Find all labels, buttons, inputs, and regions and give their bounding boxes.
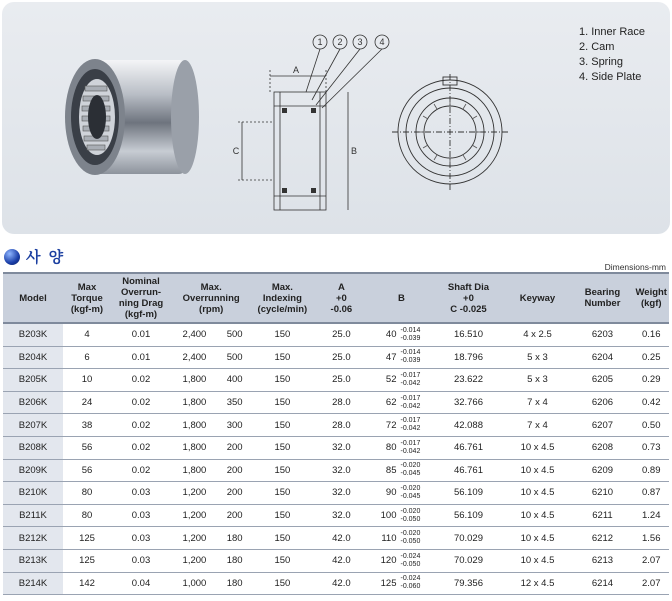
- cell-rpm: 2,400: [171, 346, 218, 369]
- b-tolerance-value: -0.060: [400, 583, 421, 591]
- cell-model: B211K: [3, 504, 63, 527]
- b-tolerance-value: -0.042: [400, 402, 421, 410]
- b-tolerance-value: -0.039: [400, 334, 421, 342]
- table-header-row: [3, 273, 669, 323]
- cell-b: 120: [369, 549, 398, 572]
- col-model: Model: [3, 273, 63, 323]
- cell-rpm-alt: 200: [218, 504, 252, 527]
- b-tolerance-value: -0.020: [400, 484, 421, 492]
- table-row: [3, 482, 669, 505]
- callout-4: 4: [379, 37, 385, 47]
- cell-b: 72: [369, 414, 398, 437]
- col-max-indexing: Max. Indexing (cycle/min): [251, 273, 313, 323]
- cell-b: 100: [369, 504, 398, 527]
- cell-keyway: 10 x 4.5: [503, 549, 571, 572]
- cell-a: 32.0: [313, 482, 369, 505]
- cell-b: 85: [369, 459, 398, 482]
- col-nominal-drag: Nominal Overrun- ning Drag (kgf-m): [111, 273, 171, 323]
- cell-b-tolerance: [398, 346, 433, 369]
- table-row: [3, 572, 669, 595]
- cell-rpm: 1,800: [171, 369, 218, 392]
- cell-model: B206K: [3, 391, 63, 414]
- cell-keyway: 10 x 4.5: [503, 504, 571, 527]
- cell-model: B207K: [3, 414, 63, 437]
- cell-b: 80: [369, 436, 398, 459]
- b-tolerance-value: -0.045: [400, 470, 421, 478]
- cell-keyway: 10 x 4.5: [503, 527, 571, 550]
- cell-b-tolerance: [398, 414, 433, 437]
- cell-shaft-dia: 32.766: [433, 391, 503, 414]
- cell-keyway: 5 x 3: [503, 369, 571, 392]
- cell-shaft-dia: 46.761: [433, 459, 503, 482]
- cell-indexing: 150: [251, 369, 313, 392]
- cell-rpm: 1,200: [171, 549, 218, 572]
- cell-model: B214K: [3, 572, 63, 595]
- cell-nominal-drag: 0.02: [111, 436, 171, 459]
- b-tolerance-value: -0.039: [400, 357, 421, 365]
- cell-weight: 0.89: [633, 459, 669, 482]
- cell-shaft-dia: 70.029: [433, 527, 503, 550]
- cell-keyway: 7 x 4: [503, 391, 571, 414]
- cell-shaft-dia: 16.510: [433, 323, 503, 346]
- table-row: [3, 346, 669, 369]
- cell-keyway: 10 x 4.5: [503, 459, 571, 482]
- cell-a: 42.0: [313, 527, 369, 550]
- cell-indexing: 150: [251, 549, 313, 572]
- cell-weight: 0.25: [633, 346, 669, 369]
- b-tolerance-value: -0.017: [400, 439, 421, 447]
- cell-b-tolerance: [398, 482, 433, 505]
- b-tolerance-value: -0.045: [400, 492, 421, 500]
- cell-a: 32.0: [313, 459, 369, 482]
- cell-shaft-dia: 46.761: [433, 436, 503, 459]
- cell-weight: 0.73: [633, 436, 669, 459]
- cell-b-tolerance: [398, 527, 433, 550]
- cell-a: 25.0: [313, 369, 369, 392]
- cell-indexing: 150: [251, 527, 313, 550]
- cell-max-torque: 80: [63, 504, 111, 527]
- cell-weight: 2.07: [633, 549, 669, 572]
- cell-weight: 0.50: [633, 414, 669, 437]
- cell-weight: 1.24: [633, 504, 669, 527]
- cell-a: 32.0: [313, 504, 369, 527]
- cell-nominal-drag: 0.02: [111, 459, 171, 482]
- cell-keyway: 4 x 2.5: [503, 323, 571, 346]
- cell-max-torque: 24: [63, 391, 111, 414]
- cell-nominal-drag: 0.03: [111, 482, 171, 505]
- dim-label-a: A: [292, 65, 300, 75]
- cell-max-torque: 142: [63, 572, 111, 595]
- b-tolerance-value: -0.042: [400, 447, 421, 455]
- b-tolerance-value: -0.050: [400, 538, 421, 546]
- cell-model: B204K: [3, 346, 63, 369]
- cell-nominal-drag: 0.02: [111, 414, 171, 437]
- table-row: [3, 323, 669, 346]
- b-tolerance-value: -0.042: [400, 425, 421, 433]
- cell-a: 42.0: [313, 572, 369, 595]
- cell-model: B205K: [3, 369, 63, 392]
- dim-label-c: C: [232, 146, 240, 156]
- table-row: [3, 369, 669, 392]
- section-header: [4, 246, 65, 267]
- cell-model: B212K: [3, 527, 63, 550]
- cell-indexing: 150: [251, 504, 313, 527]
- cell-model: B208K: [3, 436, 63, 459]
- cell-b: 62: [369, 391, 398, 414]
- cell-indexing: 150: [251, 572, 313, 595]
- cell-a: 28.0: [313, 391, 369, 414]
- cell-rpm: 1,200: [171, 504, 218, 527]
- cell-indexing: 150: [251, 391, 313, 414]
- cell-max-torque: 38: [63, 414, 111, 437]
- cell-keyway: 5 x 3: [503, 346, 571, 369]
- cell-rpm-alt: 500: [218, 346, 252, 369]
- cell-weight: 0.29: [633, 369, 669, 392]
- b-tolerance-value: -0.014: [400, 326, 421, 334]
- cell-model: B213K: [3, 549, 63, 572]
- cell-b-tolerance: [398, 323, 433, 346]
- b-tolerance-value: -0.017: [400, 371, 421, 379]
- cell-rpm-alt: 180: [218, 549, 252, 572]
- cell-bearing-number: 6214: [571, 572, 633, 595]
- cell-model: B209K: [3, 459, 63, 482]
- cell-b: 90: [369, 482, 398, 505]
- cell-model: B203K: [3, 323, 63, 346]
- cell-nominal-drag: 0.01: [111, 323, 171, 346]
- legend-item: 3. Spring: [579, 56, 624, 68]
- cell-rpm-alt: 180: [218, 572, 252, 595]
- b-tolerance-value: -0.024: [400, 575, 421, 583]
- cell-bearing-number: 6213: [571, 549, 633, 572]
- col-weight: Weight (kgf): [633, 273, 669, 323]
- dimensions-note: Dimensions-mm: [604, 262, 666, 272]
- cell-indexing: 150: [251, 323, 313, 346]
- cell-max-torque: 56: [63, 459, 111, 482]
- cell-bearing-number: 6204: [571, 346, 633, 369]
- cell-rpm-alt: 200: [218, 482, 252, 505]
- cell-shaft-dia: 70.029: [433, 549, 503, 572]
- table-row: [3, 527, 669, 550]
- b-tolerance-value: -0.014: [400, 349, 421, 357]
- b-tolerance-value: -0.020: [400, 507, 421, 515]
- cell-shaft-dia: 42.088: [433, 414, 503, 437]
- legend-item: 4. Side Plate: [579, 71, 642, 83]
- cell-bearing-number: 6205: [571, 369, 633, 392]
- cell-b-tolerance: [398, 572, 433, 595]
- col-shaft-dia: Shaft Dia +0 C -0.025: [433, 273, 503, 323]
- col-max-torque: Max Torque (kgf-m): [63, 273, 111, 323]
- cell-rpm-alt: 350: [218, 391, 252, 414]
- dim-label-b: B: [350, 146, 358, 156]
- table-row: [3, 414, 669, 437]
- cell-rpm: 1,200: [171, 482, 218, 505]
- cell-rpm-alt: 400: [218, 369, 252, 392]
- b-tolerance-value: -0.050: [400, 560, 421, 568]
- cell-bearing-number: 6203: [571, 323, 633, 346]
- cell-shaft-dia: 23.622: [433, 369, 503, 392]
- table-row: [3, 436, 669, 459]
- cell-rpm: 1,800: [171, 391, 218, 414]
- cell-b-tolerance: [398, 391, 433, 414]
- table-row: [3, 549, 669, 572]
- cell-keyway: 10 x 4.5: [503, 482, 571, 505]
- cell-shaft-dia: 56.109: [433, 504, 503, 527]
- cell-nominal-drag: 0.03: [111, 527, 171, 550]
- cell-indexing: 150: [251, 414, 313, 437]
- b-tolerance-value: -0.042: [400, 379, 421, 387]
- cell-b: 52: [369, 369, 398, 392]
- b-tolerance-value: -0.020: [400, 530, 421, 538]
- cell-weight: 0.42: [633, 391, 669, 414]
- table-row: [3, 391, 669, 414]
- b-tolerance-value: -0.050: [400, 515, 421, 523]
- cell-nominal-drag: 0.02: [111, 369, 171, 392]
- cell-bearing-number: 6206: [571, 391, 633, 414]
- legend-item: 1. Inner Race: [579, 26, 646, 38]
- product-illustration-panel: [2, 2, 670, 234]
- cell-b: 125: [369, 572, 398, 595]
- cell-b-tolerance: [398, 504, 433, 527]
- cell-keyway: 7 x 4: [503, 414, 571, 437]
- col-keyway: Keyway: [503, 273, 571, 323]
- b-tolerance-value: -0.020: [400, 462, 421, 470]
- cell-indexing: 150: [251, 482, 313, 505]
- cell-weight: 2.07: [633, 572, 669, 595]
- legend-item: 2. Cam: [579, 41, 615, 53]
- table-row: [3, 504, 669, 527]
- spec-table: [3, 272, 669, 595]
- callout-3: 3: [357, 37, 363, 47]
- cell-rpm: 1,200: [171, 527, 218, 550]
- bullet-icon: [4, 249, 20, 265]
- col-a: A +0 -0.06: [313, 273, 369, 323]
- cell-rpm: 1,800: [171, 414, 218, 437]
- cell-max-torque: 80: [63, 482, 111, 505]
- cell-b: 40: [369, 323, 398, 346]
- cell-weight: 0.87: [633, 482, 669, 505]
- b-tolerance-value: -0.017: [400, 394, 421, 402]
- cell-bearing-number: 6211: [571, 504, 633, 527]
- cell-shaft-dia: 79.356: [433, 572, 503, 595]
- cell-weight: 0.16: [633, 323, 669, 346]
- table-row: [3, 459, 669, 482]
- b-tolerance-value: -0.024: [400, 552, 421, 560]
- cell-rpm-alt: 200: [218, 459, 252, 482]
- col-bearing-number: Bearing Number: [571, 273, 633, 323]
- cell-shaft-dia: 18.796: [433, 346, 503, 369]
- cell-b-tolerance: [398, 436, 433, 459]
- cell-max-torque: 6: [63, 346, 111, 369]
- cell-b-tolerance: [398, 549, 433, 572]
- cell-rpm-alt: 500: [218, 323, 252, 346]
- cell-bearing-number: 6210: [571, 482, 633, 505]
- callout-2: 2: [337, 37, 343, 47]
- cross-section-drawing: [222, 30, 412, 220]
- front-view-drawing: [390, 72, 510, 192]
- b-tolerance-value: -0.017: [400, 417, 421, 425]
- cell-max-torque: 4: [63, 323, 111, 346]
- cell-a: 25.0: [313, 323, 369, 346]
- bearing-illustration: [57, 42, 207, 192]
- cell-keyway: 10 x 4.5: [503, 436, 571, 459]
- cell-nominal-drag: 0.01: [111, 346, 171, 369]
- cell-b-tolerance: [398, 459, 433, 482]
- parts-legend: [579, 25, 645, 85]
- cell-rpm-alt: 300: [218, 414, 252, 437]
- section-title: 사 양: [26, 249, 66, 266]
- cell-b-tolerance: [398, 369, 433, 392]
- cell-indexing: 150: [251, 459, 313, 482]
- cell-nominal-drag: 0.03: [111, 549, 171, 572]
- col-b: B: [369, 273, 433, 323]
- cell-rpm-alt: 200: [218, 436, 252, 459]
- cell-nominal-drag: 0.03: [111, 504, 171, 527]
- cell-keyway: 12 x 4.5: [503, 572, 571, 595]
- cell-weight: 1.56: [633, 527, 669, 550]
- cell-bearing-number: 6207: [571, 414, 633, 437]
- cell-a: 25.0: [313, 346, 369, 369]
- cell-b: 110: [369, 527, 398, 550]
- cell-nominal-drag: 0.02: [111, 391, 171, 414]
- cell-rpm-alt: 180: [218, 527, 252, 550]
- cell-max-torque: 10: [63, 369, 111, 392]
- cell-bearing-number: 6212: [571, 527, 633, 550]
- cell-max-torque: 125: [63, 527, 111, 550]
- cell-max-torque: 125: [63, 549, 111, 572]
- cell-bearing-number: 6209: [571, 459, 633, 482]
- cell-b: 47: [369, 346, 398, 369]
- cell-a: 32.0: [313, 436, 369, 459]
- cell-rpm: 1,800: [171, 436, 218, 459]
- callout-1: 1: [317, 37, 323, 47]
- cell-indexing: 150: [251, 436, 313, 459]
- cell-nominal-drag: 0.04: [111, 572, 171, 595]
- cell-shaft-dia: 56.109: [433, 482, 503, 505]
- col-max-overrunning: Max. Overrunning (rpm): [171, 273, 251, 323]
- cell-max-torque: 56: [63, 436, 111, 459]
- cell-rpm: 1,800: [171, 459, 218, 482]
- cell-a: 42.0: [313, 549, 369, 572]
- cell-bearing-number: 6208: [571, 436, 633, 459]
- cell-indexing: 150: [251, 346, 313, 369]
- cell-rpm: 1,000: [171, 572, 218, 595]
- cell-rpm: 2,400: [171, 323, 218, 346]
- cell-a: 28.0: [313, 414, 369, 437]
- cell-model: B210K: [3, 482, 63, 505]
